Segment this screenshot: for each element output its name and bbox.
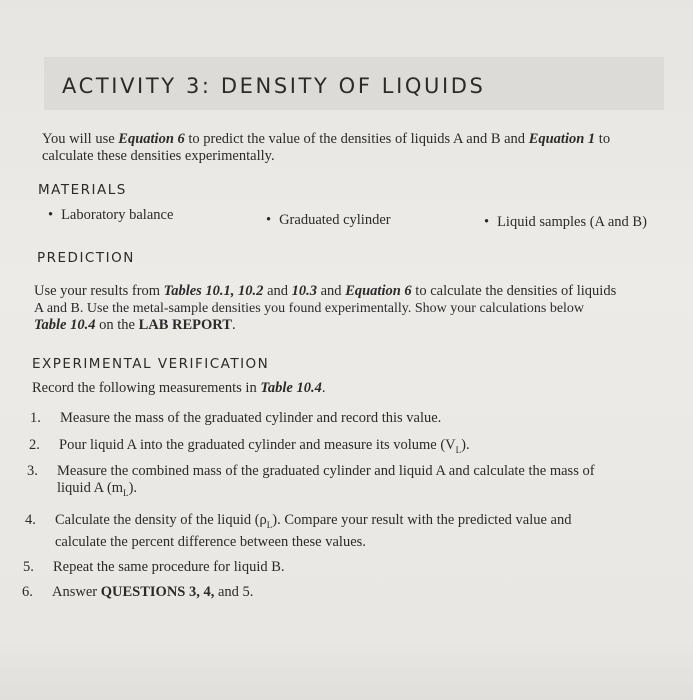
activity-title: ACTIVITY 3: DENSITY OF LIQUIDS bbox=[62, 74, 486, 98]
verification-heading: EXPERIMENTAL VERIFICATION bbox=[32, 356, 270, 372]
step-2: 2. Pour liquid A into the graduated cylinder and measure its volume $(V_L)$. bbox=[29, 437, 470, 455]
step-5: 5. Repeat the same procedure for liquid B. bbox=[23, 559, 285, 575]
material-item: • Liquid samples (A and B) bbox=[484, 214, 647, 230]
material-item: • Laboratory balance bbox=[48, 207, 174, 223]
bullet-icon: • bbox=[48, 207, 54, 223]
page-shadow bbox=[0, 640, 693, 700]
verification-lead: Record the following measurements in Table 10.4. bbox=[32, 380, 326, 396]
step-6: 6. Answer QUESTIONS 3, 4, and 5. bbox=[22, 584, 254, 600]
step-3: 3. Measure the combined mass of the graduated cylinder and liquid A and calculate the mass of liquid A $(m_L)$. bbox=[27, 463, 595, 498]
intro-paragraph: You will use Equation 6 to predict the value of the densities of liquids A and B and Equation 1 to calculate these densities experimentally. bbox=[42, 131, 611, 164]
bullet-icon: • bbox=[484, 214, 490, 230]
prediction-paragraph: Use your results from Tables 10.1, 10.2 and 10.3 and Equation 6 to calculate the densities of liquids A and B. Use the metal-sample densities you found experimentally. Show your calculations below Table 10.4 on the LAB REPORT. bbox=[34, 283, 617, 333]
materials-heading: MATERIALS bbox=[38, 182, 127, 198]
prediction-heading: PREDICTION bbox=[37, 250, 135, 266]
bullet-icon: • bbox=[266, 212, 272, 228]
step-4: 4. Calculate the density of the liquid $(\rho_L)$. Compare your result with the predicted value and calculate the percent difference between these values. bbox=[25, 512, 572, 550]
material-item: • Graduated cylinder bbox=[266, 212, 391, 228]
step-1: 1. Measure the mass of the graduated cylinder and record this value. bbox=[30, 410, 442, 426]
